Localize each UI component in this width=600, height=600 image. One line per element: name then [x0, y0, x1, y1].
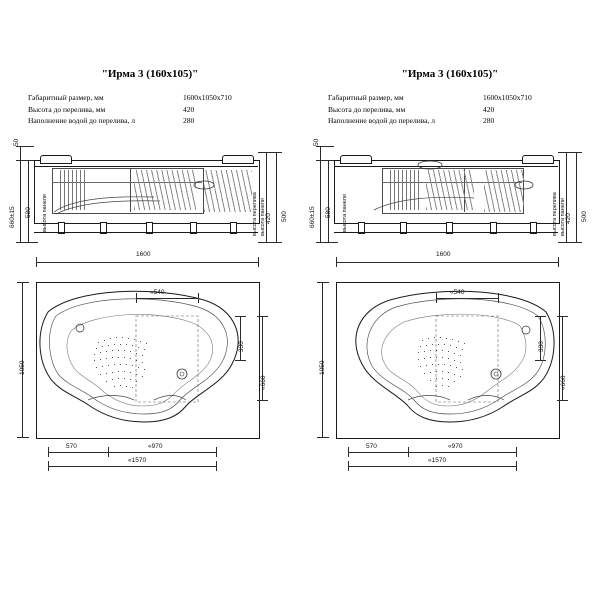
dim-tick — [198, 293, 199, 303]
dim-tick — [558, 242, 582, 243]
dim-label-body-height: 580 — [25, 207, 32, 218]
dim-label-overflow-height: 420 — [565, 213, 572, 224]
dim-line-vertical — [566, 152, 567, 242]
plan-view-2 — [336, 282, 558, 442]
dim-label-overall-height: 500 — [581, 211, 588, 222]
spec-table — [28, 92, 290, 127]
dim-tick — [535, 360, 546, 361]
dim-label-body-height: 580 — [325, 207, 332, 218]
dim-tick — [17, 282, 29, 283]
dim-line-inner-right — [240, 316, 241, 360]
dim-line-depth — [322, 282, 323, 437]
dim-tick — [257, 316, 268, 317]
dim-label-overflow-height: 420 — [265, 213, 272, 224]
dim-line-bottom-left — [348, 452, 408, 453]
dim-tick — [558, 152, 582, 153]
spec-row — [328, 92, 590, 104]
dim-tick — [557, 316, 568, 317]
dim-line-bottom-mid — [408, 452, 516, 453]
floor-line — [34, 232, 258, 233]
product-title: "Ирма 3 (160х105)" — [101, 68, 199, 80]
spec-label: Габаритный размер, мм — [28, 93, 104, 102]
spec-label: Высота до перелива, мм — [328, 104, 406, 114]
spec-row — [28, 92, 290, 104]
dim-line-bottom-mid — [108, 452, 216, 453]
spec-row — [28, 115, 290, 127]
dim-line-inner-top — [136, 298, 198, 299]
dim-label-plan-depth: 1050 — [319, 360, 326, 375]
dim-tick — [257, 400, 268, 401]
dim-line-width — [336, 262, 558, 263]
dim-label-bottom-left: 570 — [66, 443, 77, 450]
spec-value: 1600х1050х710 — [183, 93, 232, 102]
dim-tick — [336, 257, 337, 267]
label-overflow-height: высота перелива — [552, 192, 558, 236]
dim-tick — [136, 293, 137, 303]
dim-tick — [16, 146, 34, 147]
dim-label-plan-width: 1600 — [136, 251, 151, 258]
dim-label-overall-height: 500 — [281, 211, 288, 222]
dim-tick — [436, 293, 437, 303]
dim-tick — [48, 461, 49, 471]
dim-tick — [216, 461, 217, 471]
dim-label-plan-width: 1600 — [436, 251, 451, 258]
dim-label-bottom-total: «1570 — [128, 457, 147, 464]
dim-line-vertical — [276, 152, 277, 242]
dim-line-vertical — [328, 160, 329, 242]
dim-tick — [516, 461, 517, 471]
product-title-2: "Ирма 3 (160х105)" — [401, 68, 499, 80]
spec-table-2 — [328, 92, 590, 127]
dim-label-inner-right2: «660 — [560, 375, 567, 390]
spec-value: 1600х1050х710 — [483, 93, 532, 102]
dim-tick — [36, 257, 37, 267]
dim-tick — [316, 160, 334, 161]
spec-row — [328, 115, 590, 127]
label-panel-height-left: высота панели — [342, 194, 348, 232]
dim-tick — [235, 360, 246, 361]
plan-view — [36, 282, 258, 442]
dim-tick — [516, 447, 517, 457]
dim-tick — [498, 293, 499, 303]
dim-tick — [316, 146, 334, 147]
spec-label: Габаритный размер, мм — [328, 93, 404, 102]
dim-label-inner-right2: «660 — [260, 375, 267, 390]
dim-tick — [557, 400, 568, 401]
dim-line-width — [36, 262, 258, 263]
dim-line-vertical — [28, 160, 29, 242]
dim-tick — [258, 152, 282, 153]
dim-label-inner-top: «540 — [150, 289, 165, 296]
dim-line-bottom-total — [348, 466, 516, 467]
elevation-view-2 — [334, 152, 558, 242]
dim-label-inner-right: 330 — [538, 341, 545, 352]
spec-label: Наполнение водой до перелива, л — [328, 116, 435, 125]
dim-tick — [316, 242, 338, 243]
dim-label-plinth: 50 — [13, 138, 20, 146]
dim-label-bottom-mid: «970 — [448, 443, 463, 450]
dim-tick — [48, 447, 49, 457]
dim-label-plinth: 50 — [313, 138, 320, 146]
label-panel-height-right: высота панели — [560, 198, 566, 236]
dim-tick — [16, 242, 38, 243]
dim-tick — [535, 316, 546, 317]
dim-tick — [258, 257, 259, 267]
dim-label-total-height: 660±15 — [9, 206, 16, 228]
spec-row — [28, 104, 290, 116]
dim-line-inner-right — [540, 316, 541, 360]
label-panel-height-right: высота панели — [260, 198, 266, 236]
floor-line — [334, 232, 558, 233]
dim-tick — [235, 316, 246, 317]
label-overflow-height: высота перелива — [252, 192, 258, 236]
spec-value: 420 — [183, 104, 195, 114]
dim-label-total-height: 660±15 — [309, 206, 316, 228]
dim-label-plan-depth: 1050 — [19, 360, 26, 375]
dim-label-inner-top: «540 — [450, 289, 465, 296]
dim-label-bottom-left: 570 — [366, 443, 377, 450]
dim-tick — [17, 437, 29, 438]
dim-line-depth — [22, 282, 23, 437]
dim-line-bottom-total — [48, 466, 216, 467]
dim-line-vertical — [266, 152, 267, 242]
plan-geometry — [336, 282, 558, 440]
dim-tick — [258, 242, 282, 243]
spec-value: 280 — [183, 116, 195, 125]
drawing-panel-right — [300, 0, 600, 600]
dim-tick — [348, 461, 349, 471]
elevation-view — [34, 152, 258, 242]
dim-tick — [348, 447, 349, 457]
dim-tick — [558, 257, 559, 267]
plan-geometry — [36, 282, 258, 440]
dim-tick — [216, 447, 217, 457]
dim-tick — [317, 282, 329, 283]
dim-label-inner-right: 330 — [238, 341, 245, 352]
dim-line-inner-top — [436, 298, 498, 299]
spec-value: 420 — [483, 104, 495, 114]
spec-value: 280 — [483, 116, 495, 125]
spec-label: Наполнение водой до перелива, л — [28, 116, 135, 125]
spec-row — [328, 104, 590, 116]
dim-label-bottom-mid: «970 — [148, 443, 163, 450]
dim-line-bottom-left — [48, 452, 108, 453]
dim-tick — [317, 437, 329, 438]
spec-label: Высота до перелива, мм — [28, 104, 106, 114]
label-panel-height-left: высота панели — [42, 194, 48, 232]
dim-tick — [16, 160, 34, 161]
dim-label-bottom-total: «1570 — [428, 457, 447, 464]
dim-line-vertical — [576, 152, 577, 242]
